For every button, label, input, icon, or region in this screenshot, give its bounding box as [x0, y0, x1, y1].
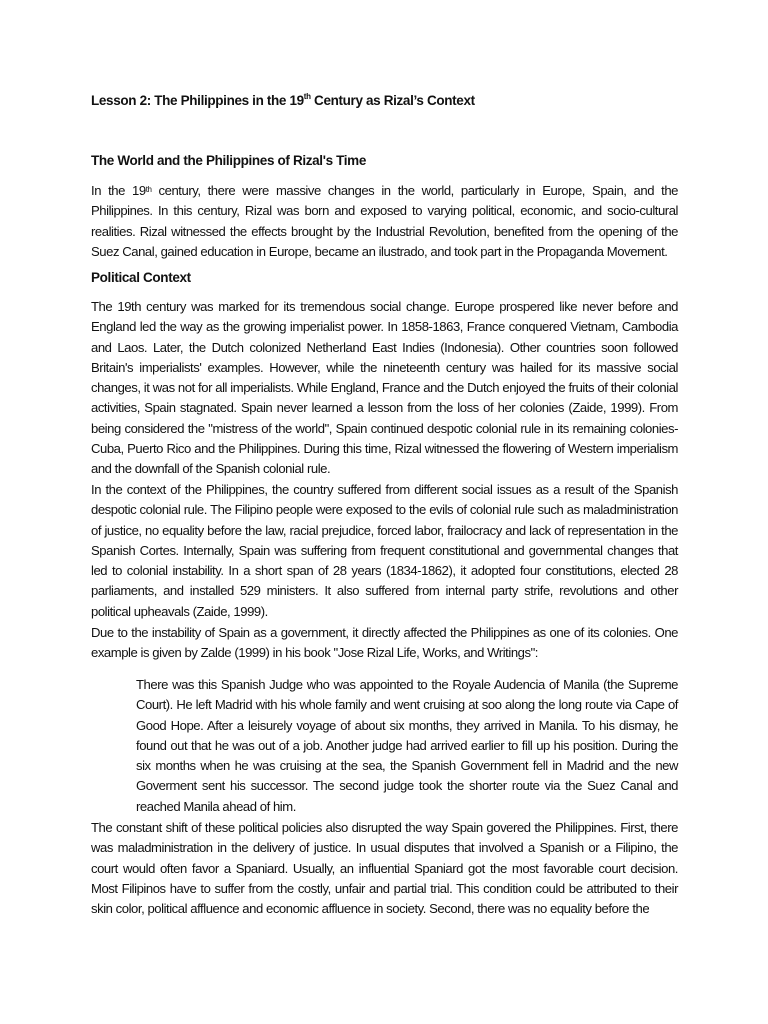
section-heading-world: The World and the Philippines of Rizal's Time [91, 153, 366, 168]
paragraph-intro [91, 181, 678, 262]
lesson-title-suffix: Century as Rizal’s Context [310, 93, 475, 108]
paragraph-political-1: The 19th century was marked for its tremendous social change. Europe prospered like never before and England led the way as the growing imperialist power. In 1858-1863, France conquered Vietnam, Cambodia and Laos. Later, the Dutch colonized Netherland East Indies (Indonesia). Other countries soon followed Britain's imperialists' examples. However, while the nineteenth century was hailed for its massive social changes, it was not for all imperialists. While England, France and the Dutch enjoyed the fruits of their colonial activities, Spain stagnated. Spain never learned a lesson from the loss of her colonies (Zaide, 1999). From being considered the "mistress of the world", Spain continued despotic colonial rule in its remaining colonies-Cuba, Puerto Rico and the Philippines. During this time, Rizal witnessed the flowering of Western imperialism and the downfall of the Spanish colonial rule. [91, 299, 678, 477]
block-quote: There was this Spanish Judge who was appointed to the Royale Audencia of Manila (the Supreme Court). He left Madrid with his whole family and went cruising at soo along the long route via Cape of Good Hope. After a leisurely voyage of about six months, they arrived in Manila. To his dismay, he found out that he was out of a job. Another judge had arrived earlier to fill up his position. During the six months when he was cruising at the sea, the Spanish Government fell in Madrid and the new Goverment sent his successor. The second judge took the shorter route via the Suez Canal and reached Manila ahead of him. [136, 677, 678, 814]
paragraph-intro-suffix: century, there were massive changes in the world, particularly in Europe, Spain, and the Philippines. In this century, Rizal was born and exposed to varying political, economic, and socio-cultural realities. Rizal witnessed the effects brought by the Industrial Revolution, benefited from the opening of the Suez Canal, gained education in Europe, became an ilustrado, and took part in the Propaganda Movement. [91, 183, 678, 259]
paragraph-political-3: Due to the instability of Spain as a government, it directly affected the Philippines as one of its colonies. One example is given by Zalde (1999) in his book "Jose Rizal Life, Works, and Writings": [91, 625, 678, 661]
lesson-title [91, 93, 475, 108]
paragraph-intro-superscript: th [145, 185, 152, 194]
paragraph-intro-prefix: In the 19 [91, 183, 146, 198]
lesson-title-superscript: th [303, 92, 311, 101]
section-heading-political: Political Context [91, 270, 191, 285]
lesson-title-prefix: Lesson 2: The Philippines in the 19 [91, 93, 304, 108]
paragraph-political-4: The constant shift of these political policies also disrupted the way Spain govered the Philippines. First, there was maladministration in the delivery of justice. In usual disputes that involved a Spanish or a Filipino, the court would often favor a Spaniard. Usually, an influential Spaniard got the most favorable court decision. Most Filipinos have to suffer from the costly, unfair and partial trial. This condition could be attributed to their skin color, political affluence and economic affluence in society. Second, there was no equality before the [91, 820, 678, 917]
paragraph-political-2: In the context of the Philippines, the country suffered from different social issues as a result of the Spanish despotic colonial rule. The Filipino people were exposed to the evils of colonial rule such as maladministration of justice, no equality before the law, racial prejudice, forced labor, frailocracy and lack of representation in the Spanish Cortes. Internally, Spain was suffering from frequent constitutional and governmental changes that led to colonial instability. In a short span of 28 years (1834-1862), it adopted four constitutions, elected 28 parliaments, and installed 529 ministers. It also suffered from internal party strife, revolutions and other political upheavals (Zaide, 1999). [91, 482, 678, 619]
